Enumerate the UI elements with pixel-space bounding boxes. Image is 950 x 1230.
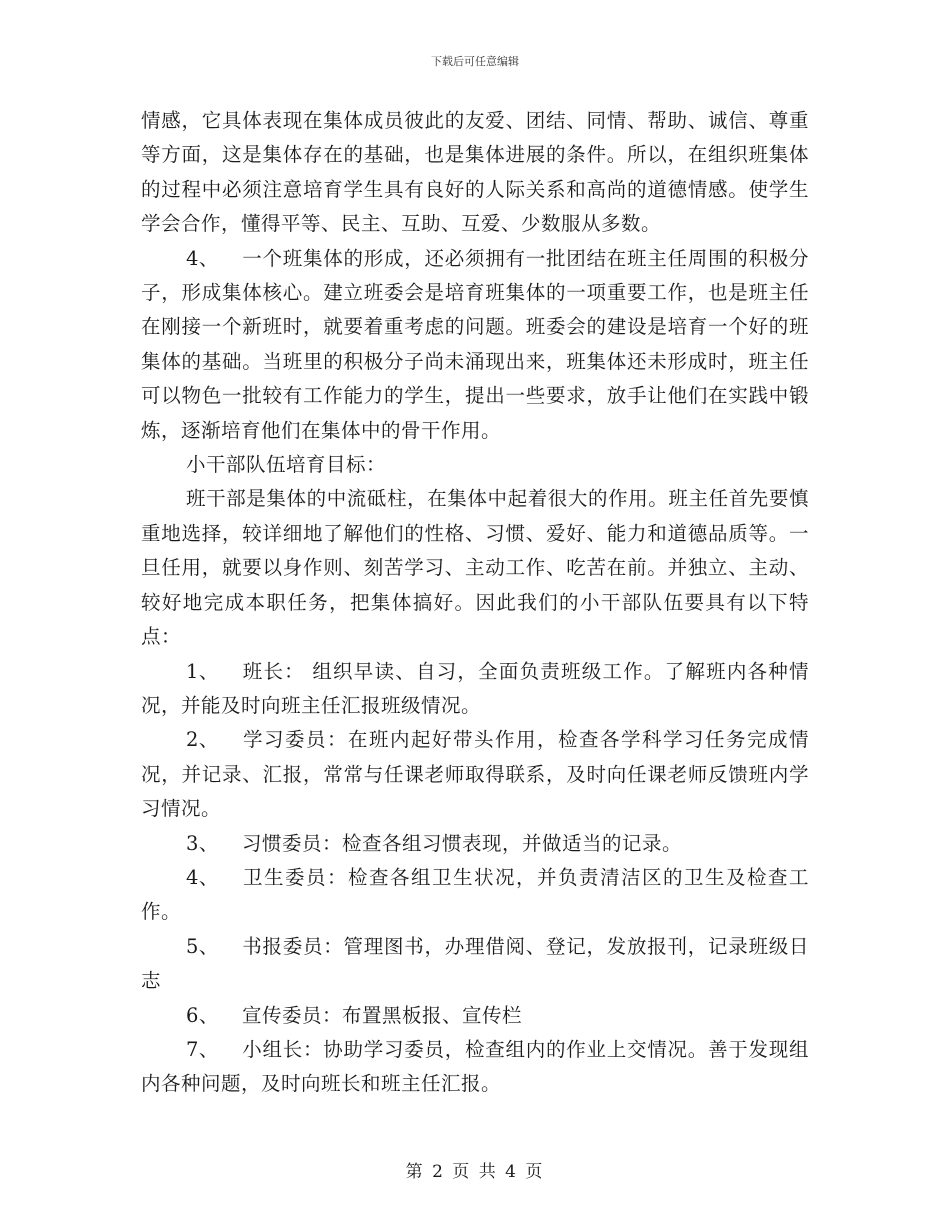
list-item-number: 4、 [186,865,219,889]
list-item [141,723,809,826]
list-item [141,861,809,930]
list-item-number: 6、 [186,1003,219,1027]
list-item-number: 5、 [186,934,219,958]
list-item-text: 一个班集体的形成，还必须拥有一批团结在班主任周围的积极分子，形成集体核心。建立班委会是培育班集体的一项重要工作，也是班主任在刚接一个新班时，就要着重考虑的问题。班委会的建设是培育一个好的班集体的基础。当班里的积极分子尚未涌现出来，班集体还未形成时，班主任可以物色一批较有工作能力的学生，提出一些要求，放手让他们在实践中锻炼，逐渐培育他们在集体中的骨干作用。 [141,246,809,442]
list-item-text: 习惯委员：检查各组习惯表现，并做适当的记录。 [242,831,683,855]
document-body [141,104,809,1102]
page-number: 第 2 页 共 4 页 [405,1162,545,1182]
list-item-text: 班长： 组织早读、自习，全面负责班级工作。了解班内各种情况，并能及时向班主任汇报班级情况。 [141,659,809,717]
list-item-number: 7、 [186,1037,219,1061]
list-item-number: 4、 [186,246,219,270]
list-item-text: 学习委员：在班内起好带头作用，检查各学科学习任务完成情况，并记录、汇报，常常与任课老师取得联系，及时向任课老师反馈班内学习情况。 [141,728,809,821]
list-item-number: 2、 [186,728,219,752]
section-heading: 小干部队伍培育目标： [186,453,387,477]
paragraph: 情感，它具体表现在集体成员彼此的友爱、团结、同情、帮助、诚信、尊重等方面，这是集体存在的基础，也是集体进展的条件。所以，在组织班集体的过程中必须注意培育学生具有良好的人际关系和高尚的道德情感。使学生学会合作，懂得平等、民主、互助、互爱、少数服从多数。 [141,109,809,236]
paragraph: 班干部是集体的中流砥柱，在集体中起着很大的作用。班主任首先要慎重地选择，较详细地了解他们的性格、习惯、爱好、能力和道德品质等。一旦任用，就要以身作则、刻苦学习、主动工作、吃苦在前。并独立、主动、较好地完成本职任务，把集体搞好。因此我们的小干部队伍要具有以下特点： [141,487,809,649]
list-item-number: 3、 [186,831,219,855]
list-item [141,655,809,724]
list-item [141,827,809,861]
list-item-number: 1、 [186,659,219,683]
list-item-text: 卫生委员：检查各组卫生状况，并负责清洁区的卫生及检查工作。 [141,865,809,924]
list-item [141,242,809,448]
page-header-note: 下载后可任意编辑 [431,55,519,68]
list-item [141,1033,809,1102]
list-item-text: 宣传委员：布置黑板报、宣传栏 [242,1003,523,1027]
list-item [141,999,809,1033]
list-item-text: 书报委员：管理图书，办理借阅、登记，发放报刊，记录班级日志 [141,934,809,993]
list-item-text: 小组长：协助学习委员，检查组内的作业上交情况。善于发现组内各种问题，及时向班长和班主任汇报。 [141,1037,809,1096]
list-item [141,930,809,999]
